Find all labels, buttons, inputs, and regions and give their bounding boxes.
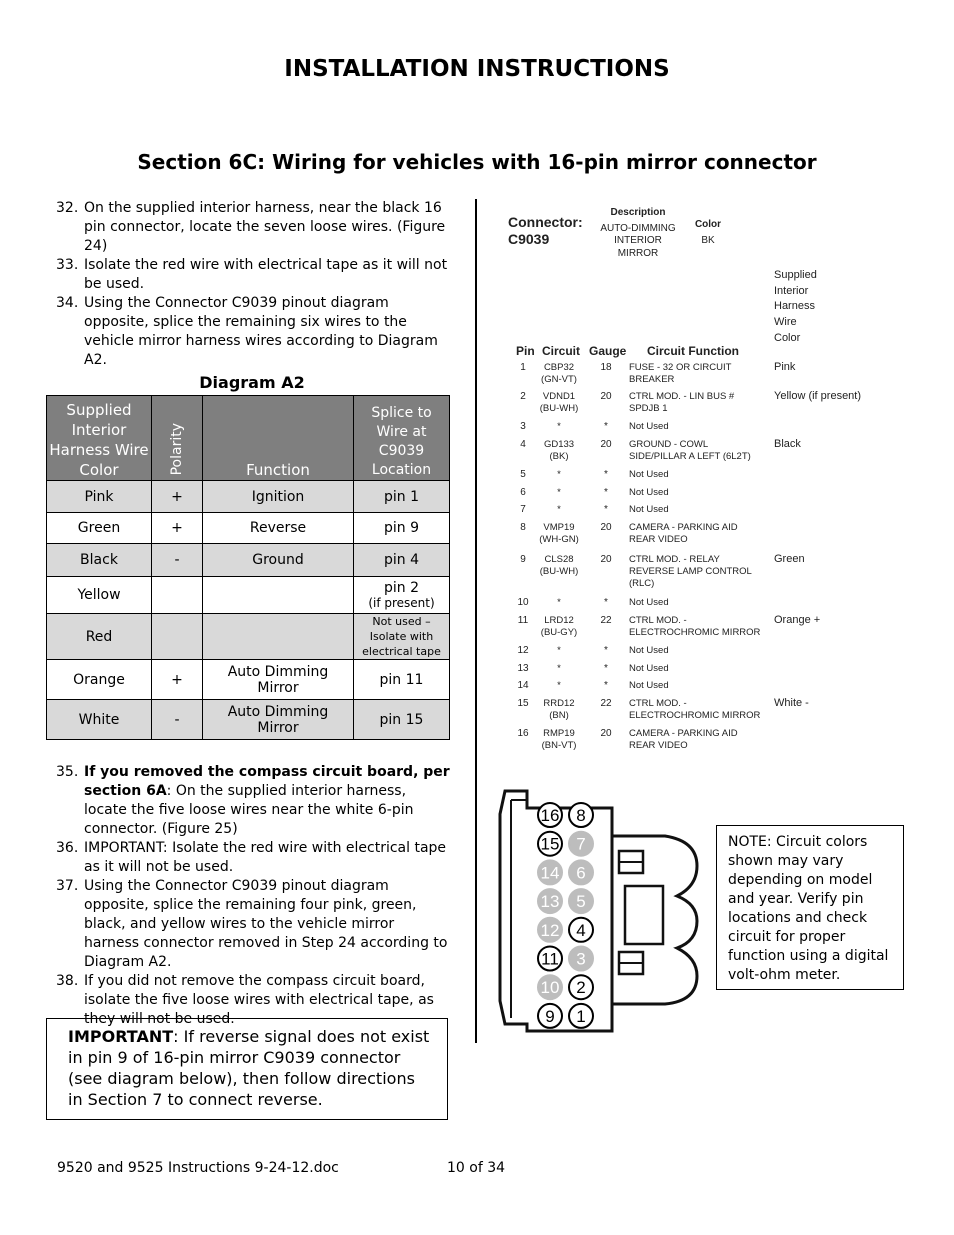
pinout-gauge: 20 — [600, 391, 612, 402]
cell-polarity: - — [152, 544, 203, 577]
pinout-gauge: 18 — [600, 362, 612, 373]
cell-color: White — [47, 700, 152, 740]
pinout-circuit: (GN-VT) — [541, 374, 577, 385]
pinout-circuit: CBP32 — [543, 362, 575, 373]
pinout-function: Not Used — [629, 680, 669, 691]
pinout-pin-number: 13 — [517, 663, 529, 674]
pinout-function: Not Used — [629, 597, 669, 608]
pinout-gauge: * — [604, 504, 608, 515]
cell-color: Pink — [47, 481, 152, 513]
pinout-circuit: * — [557, 680, 561, 691]
cell-splice: Not used – Isolate with electrical tape — [354, 614, 450, 660]
table-header-row — [47, 396, 450, 481]
table-row — [47, 614, 450, 660]
cell-function: Auto Dimming Mirror — [203, 660, 354, 700]
connector-pin-label: 13 — [540, 892, 560, 912]
pinout-circuit: (BU-WH) — [539, 403, 579, 414]
table-row — [47, 577, 450, 614]
connector-pin-label: 1 — [576, 1006, 586, 1026]
pinout-circuit: * — [557, 645, 561, 656]
pinout-col-circuit: Circuit — [542, 344, 581, 358]
pinout-pin-number: 4 — [520, 439, 526, 450]
important-label: IMPORTANT — [68, 1027, 174, 1046]
pinout-circuit: * — [557, 487, 561, 498]
cell-splice: pin 9 — [354, 513, 450, 544]
pinout-pin-number: 11 — [517, 615, 529, 626]
pinout-function: CTRL MOD. - — [629, 615, 687, 626]
pinout-pin-number: 12 — [517, 645, 529, 656]
pinout-rows — [517, 361, 861, 751]
pinout-harness-header: Interior — [774, 285, 809, 297]
pinout-pin-number: 5 — [520, 469, 526, 480]
pinout-pin-number: 6 — [520, 487, 526, 498]
cell-function: Auto Dimming Mirror — [203, 700, 354, 740]
pinout-gauge: * — [604, 645, 608, 656]
pinout-function: GROUND - COWL — [629, 439, 709, 450]
pinout-connector-label: Connector: — [508, 214, 583, 230]
pinout-circuit: (WH-GN) — [539, 534, 579, 545]
pinout-circuit: (BN) — [549, 710, 569, 721]
connector-pin-label: 10 — [540, 978, 560, 998]
connector-pin-label: 2 — [576, 978, 586, 998]
pinout-pin-number: 14 — [517, 680, 529, 691]
pinout-function: Not Used — [629, 487, 669, 498]
cell-function: Reverse — [203, 513, 354, 544]
pinout-pin-number: 2 — [520, 391, 526, 402]
pinout-wire-color: Orange + — [774, 614, 821, 626]
important-callout — [46, 1018, 448, 1120]
pinout-col-pin: Pin — [516, 344, 535, 358]
important-text: : If reverse signal does not exist in pin 9 of 16-pin mirror C9039 connector (see diagram below), then follow directions in Section 7 to connect reverse. — [68, 1027, 430, 1109]
pinout-circuit: (BU-GY) — [540, 627, 578, 638]
pinout-function: (RLC) — [629, 578, 655, 589]
pinout-circuit: * — [557, 597, 561, 608]
pinout-harness-header: Wire — [774, 316, 797, 328]
connector-pin-label: 4 — [576, 920, 586, 940]
cell-polarity: + — [152, 513, 203, 544]
connector-pin-label: 3 — [576, 949, 586, 969]
cell-color: Red — [47, 614, 152, 660]
connector-pinout-figure — [500, 200, 880, 765]
pinout-wire-color: Black — [774, 438, 801, 450]
steps-list-bottom — [47, 763, 451, 1029]
pinout-wire-color: Pink — [774, 361, 796, 373]
pinout-gauge: 20 — [600, 522, 612, 533]
connector-pin-label: 12 — [540, 920, 560, 940]
pinout-circuit: (BK) — [549, 451, 569, 462]
step-item: 37. Using the Connector C9039 pinout diagram opposite, splice the remaining four pink, green, black, and yellow wires to the vehicle mirror harness connector removed in Step 24 according to Diagram A2. — [56, 878, 448, 970]
steps-list-top — [47, 199, 451, 370]
pinout-function: SIDE/PILLAR A LEFT (6L2T) — [629, 451, 751, 462]
section-title: Section 6C: Wiring for vehicles with 16-pin mirror connector — [137, 150, 817, 174]
cell-polarity: - — [152, 700, 203, 740]
connector-face-diagram — [497, 786, 707, 1040]
pinout-circuit: VMP19 — [543, 522, 575, 533]
step-item: 35. If you removed the compass circuit board, per section 6A: On the supplied interior harness, locate the five loose wires near the white 6-pin connector. (Figure 25) — [56, 764, 450, 837]
cell-color: Orange — [47, 660, 152, 700]
step-item: 36. IMPORTANT: Isolate the red wire with electrical tape as it will not be used. — [56, 840, 447, 875]
pinout-function: REAR VIDEO — [629, 740, 688, 751]
pinout-function: CTRL MOD. - RELAY — [629, 554, 720, 565]
pinout-circuit: * — [557, 504, 561, 515]
pinout-function: CTRL MOD. - — [629, 698, 687, 709]
pinout-gauge: 20 — [600, 439, 612, 450]
pinout-wire-color: Green — [774, 553, 805, 565]
pinout-pin-number: 15 — [517, 698, 529, 709]
connector-pin-label: 5 — [576, 892, 586, 912]
pinout-color-value: BK — [701, 235, 715, 246]
connector-lock-tab — [625, 886, 663, 944]
pinout-gauge: * — [604, 680, 608, 691]
pinout-function: REVERSE LAMP CONTROL — [629, 566, 752, 577]
cell-function — [203, 614, 354, 660]
pinout-pin-number: 1 — [520, 362, 526, 373]
step-item: 32. On the supplied interior harness, near the black 16 pin connector, locate the seven loose wires. (Figure 24) — [56, 200, 446, 254]
header-polarity: Polarity — [152, 396, 203, 481]
pinout-description-header: Description — [610, 207, 666, 218]
connector-pin-label: 15 — [540, 834, 560, 854]
pinout-circuit: VDND1 — [542, 391, 576, 402]
connector-pin-label: 16 — [540, 806, 560, 825]
cell-splice: pin 15 — [354, 700, 450, 740]
pinout-pin-number: 10 — [517, 597, 529, 608]
pinout-function: REAR VIDEO — [629, 534, 688, 545]
table-row — [47, 544, 450, 577]
pinout-circuit: RMP19 — [543, 728, 575, 739]
pinout-gauge: * — [604, 487, 608, 498]
footer-page-number: 10 of 34 — [447, 1160, 506, 1176]
pinout-function: CAMERA - PARKING AID — [629, 728, 738, 739]
pinout-description-line: MIRROR — [617, 248, 659, 259]
document-title: INSTALLATION INSTRUCTIONS — [284, 56, 670, 82]
pinout-function: CTRL MOD. - LIN BUS # — [629, 391, 735, 402]
pinout-function: Not Used — [629, 469, 669, 480]
pinout-function: SPDJB 1 — [629, 403, 668, 414]
cell-polarity — [152, 614, 203, 660]
footer-document-name: 9520 and 9525 Instructions 9-24-12.doc — [57, 1160, 339, 1176]
pinout-description-line: INTERIOR — [614, 235, 662, 246]
header-splice: Splice to Wire at C9039 Location — [354, 396, 450, 481]
pinout-wire-color: White - — [774, 697, 809, 709]
pinout-circuit: * — [557, 469, 561, 480]
pinout-harness-header: Supplied — [774, 269, 817, 281]
cell-splice: pin 4 — [354, 544, 450, 577]
note-callout: NOTE: Circuit colors shown may vary depending on model and year. Verify pin locations and check circuit for proper function using a digital volt-ohm meter. — [716, 825, 904, 990]
header-wire-color: Supplied Interior Harness Wire Color — [47, 396, 152, 481]
pinout-circuit: (BU-WH) — [539, 566, 579, 577]
connector-pin-label: 6 — [576, 863, 586, 883]
pinout-gauge: * — [604, 597, 608, 608]
pinout-gauge: * — [604, 663, 608, 674]
pinout-pin-number: 8 — [520, 522, 526, 533]
cell-splice: pin 11 — [354, 660, 450, 700]
pinout-col-gauge: Gauge — [589, 344, 627, 358]
column-divider — [475, 199, 477, 1043]
table-row — [47, 481, 450, 513]
step-item: 34. Using the Connector C9039 pinout diagram opposite, splice the remaining six wires to the vehicle mirror harness wires according to Diagram A2. — [56, 295, 438, 368]
cell-splice: pin 2 (if present) — [354, 577, 450, 614]
header-function: Function — [203, 396, 354, 481]
pinout-pin-number: 9 — [520, 554, 526, 565]
step-item: 33. Isolate the red wire with electrical tape as it will not be used. — [56, 257, 448, 292]
pinout-circuit: GD133 — [543, 439, 575, 450]
pinout-circuit: (BN-VT) — [541, 740, 577, 751]
pinout-pin-number: 7 — [520, 504, 526, 515]
pinout-circuit: CLS28 — [544, 554, 574, 565]
pinout-function: FUSE - 32 OR CIRCUIT — [629, 362, 732, 373]
pinout-harness-header: Harness — [774, 300, 815, 312]
cell-polarity — [152, 577, 203, 614]
pinout-function: BREAKER — [629, 374, 675, 385]
pinout-harness-header: Color — [774, 332, 801, 344]
pinout-circuit: LRD12 — [544, 615, 574, 626]
pinout-color-header: Color — [694, 219, 722, 230]
pinout-gauge: * — [604, 469, 608, 480]
pinout-function: ELECTROCHROMIC MIRROR — [629, 710, 761, 721]
pinout-circuit: * — [557, 663, 561, 674]
pinout-wire-color: Yellow (if present) — [774, 390, 862, 402]
cell-color: Green — [47, 513, 152, 544]
pinout-pin-number: 3 — [520, 421, 526, 432]
pinout-function: ELECTROCHROMIC MIRROR — [629, 627, 761, 638]
cell-polarity: + — [152, 481, 203, 513]
cell-color: Black — [47, 544, 152, 577]
pinout-function: Not Used — [629, 663, 669, 674]
wiring-table — [46, 395, 450, 740]
connector-pins — [538, 803, 593, 1028]
pinout-connector-id: C9039 — [508, 231, 550, 247]
table-row — [47, 700, 450, 740]
pinout-gauge: 22 — [600, 615, 612, 626]
table-row — [47, 660, 450, 700]
pinout-circuit: RRD12 — [543, 698, 575, 709]
cell-function: Ignition — [203, 481, 354, 513]
pinout-col-function: Circuit Function — [647, 344, 739, 358]
pinout-description-line: AUTO-DIMMING — [600, 223, 676, 234]
connector-pin-label: 7 — [576, 834, 586, 854]
connector-pin-label: 9 — [545, 1006, 555, 1026]
pinout-function: Not Used — [629, 421, 669, 432]
step-item: 38. If you did not remove the compass circuit board, isolate the five loose wires with electrical tape, as they will not be used. — [56, 973, 434, 1027]
cell-function: Ground — [203, 544, 354, 577]
connector-pin-label: 14 — [540, 863, 560, 883]
pinout-function: CAMERA - PARKING AID — [629, 522, 738, 533]
pinout-pin-number: 16 — [517, 728, 529, 739]
cell-function — [203, 577, 354, 614]
pinout-gauge: 20 — [600, 554, 612, 565]
pinout-circuit: * — [557, 421, 561, 432]
connector-pin-label: 11 — [541, 949, 559, 969]
cell-color: Yellow — [47, 577, 152, 614]
pinout-gauge: * — [604, 421, 608, 432]
pinout-gauge: 20 — [600, 728, 612, 739]
cell-splice: pin 1 — [354, 481, 450, 513]
pinout-function: Not Used — [629, 504, 669, 515]
table-row — [47, 513, 450, 544]
pinout-function: Not Used — [629, 645, 669, 656]
cell-polarity: + — [152, 660, 203, 700]
connector-pin-label: 8 — [576, 806, 586, 825]
pinout-gauge: 22 — [600, 698, 612, 709]
diagram-label: Diagram A2 — [199, 373, 305, 392]
